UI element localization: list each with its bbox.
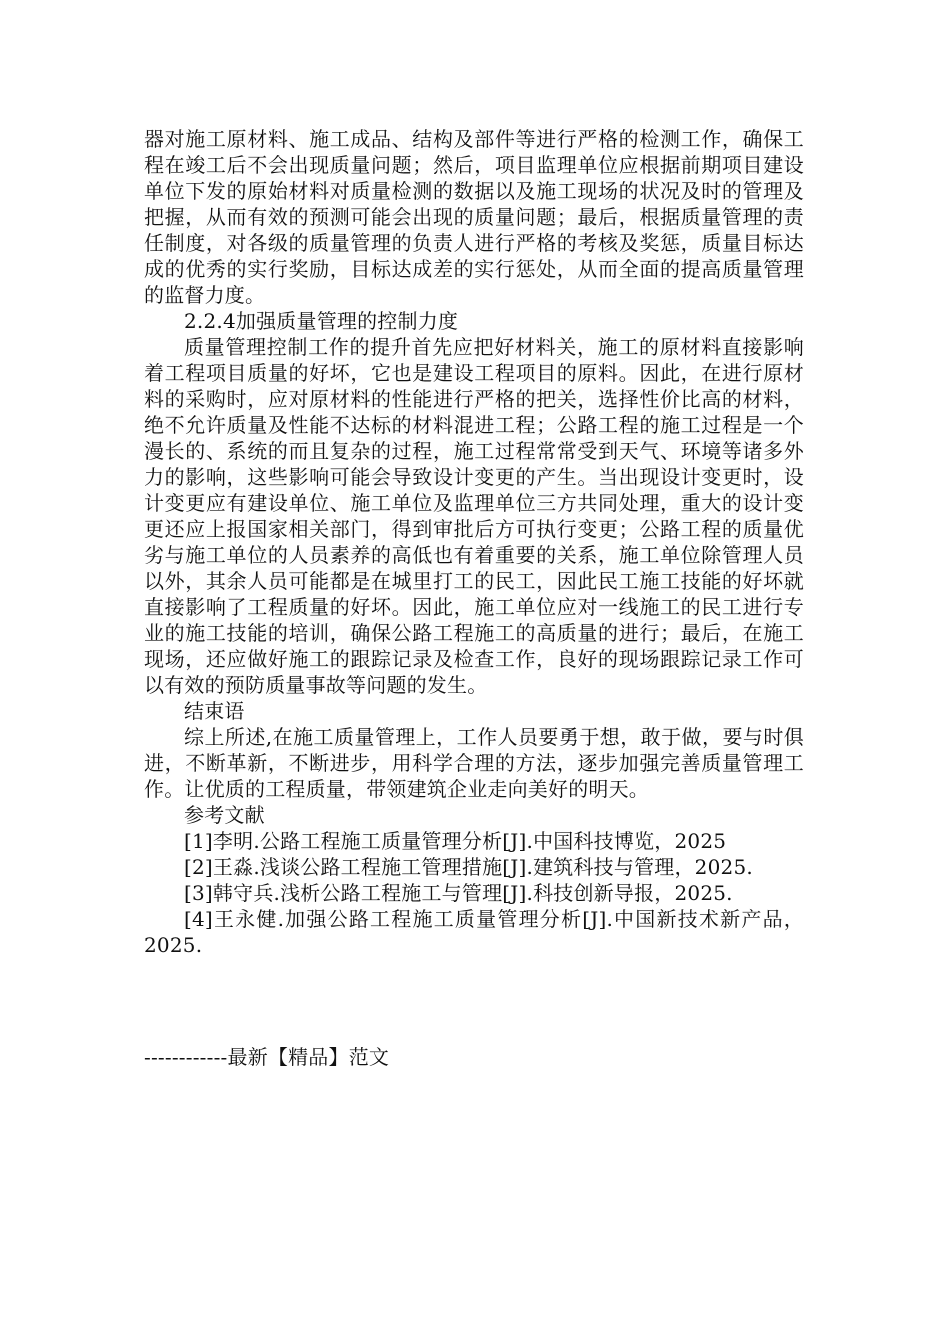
section-heading-references: 参考文献: [184, 803, 265, 827]
body-paragraph-conclusion: 综上所述,在施工质量管理上，工作人员要勇于想，敢于做，要与时俱进，不断革新，不断进步，用科学合理的方法，逐步加强完善质量管理工作。让优质的工程质量，带领建筑企业走向美好的明天。: [144, 725, 804, 801]
body-paragraph-continuation: 器对施工原材料、施工成品、结构及部件等进行严格的检测工作，确保工程在竣工后不会出现质量问题；然后，项目监理单位应根据前期项目建设单位下发的原始材料对质量检测的数据以及施工现场的状况及时的管理及把握，从而有效的预测可能会出现的质量问题；最后，根据质量管理的责任制度，对各级的质量管理的负责人进行严格的考核及奖惩，质量目标达成的优秀的实行奖励，目标达成差的实行惩处，从而全面的提高质量管理的监督力度。: [144, 127, 804, 307]
reference-item-3: [3]韩守兵.浅析公路工程施工与管理[J].科技创新导报，2025.: [184, 881, 733, 905]
reference-item-2: [2]王淼.浅谈公路工程施工管理措施[J].建筑科技与管理，2025.: [184, 855, 753, 879]
section-heading-2-2-4: 2.2.4加强质量管理的控制力度: [184, 309, 459, 333]
reference-item-1: [1]李明.公路工程施工质量管理分析[J].中国科技博览，2025: [184, 829, 727, 853]
section-heading-conclusion: 结束语: [184, 699, 245, 723]
reference-item-4: [4]王永健.加强公路工程施工质量管理分析[J].中国新技术新产品，2025.: [144, 907, 804, 957]
footer-banner: ------------最新【精品】范文: [144, 1045, 390, 1069]
document-body: [144, 126, 804, 958]
body-paragraph-control: 质量管理控制工作的提升首先应把好材料关，施工的原材料直接影响着工程项目质量的好坏，它也是建设工程项目的原料。因此，在进行原材料的采购时，应对原材料的性能进行严格的把关，选择性价比高的材料，绝不允许质量及性能不达标的材料混进工程；公路工程的施工过程是一个漫长的、系统的而且复杂的过程，施工过程常常受到天气、环境等诸多外力的影响，这些影响可能会导致设计变更的产生。当出现设计变更时，设计变更应有建设单位、施工单位及监理单位三方共同处理，重大的设计变更还应上报国家相关部门，得到审批后方可执行变更；公路工程的质量优劣与施工单位的人员素养的高低也有着重要的关系，施工单位除管理人员以外，其余人员可能都是在城里打工的民工，因此民工施工技能的好坏就直接影响了工程质量的好坏。因此，施工单位应对一线施工的民工进行专业的施工技能的培训，确保公路工程施工的高质量的进行；最后，在施工现场，还应做好施工的跟踪记录及检查工作，良好的现场跟踪记录工作可以有效的预防质量事故等问题的发生。: [144, 335, 804, 697]
